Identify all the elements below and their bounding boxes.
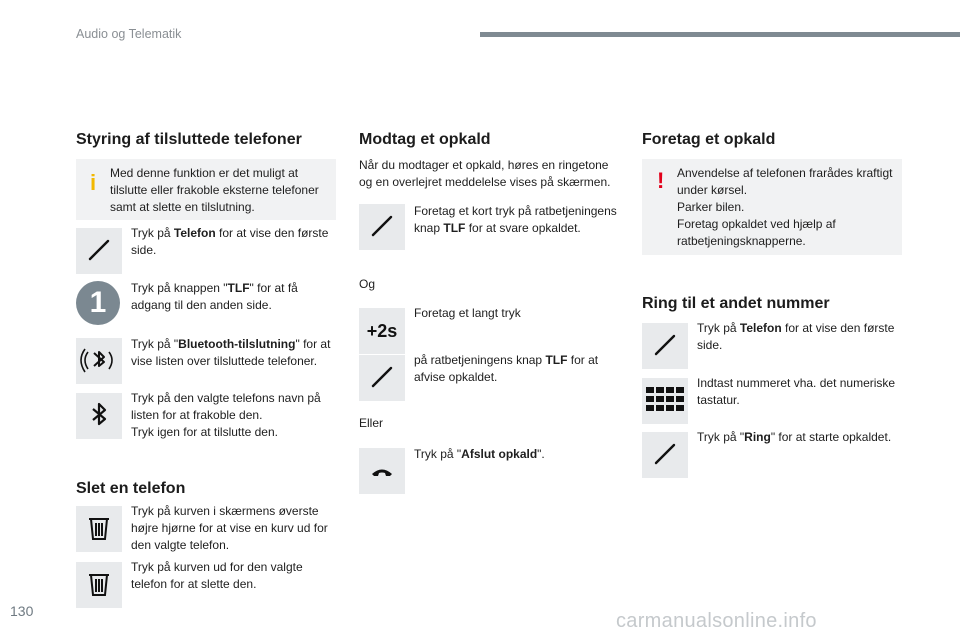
receive-intro: Når du modtager et opkald, høres en ringetone og en overlejret meddelelse vises på skærmen. bbox=[359, 158, 611, 189]
section-title-call-other-number: Ring til et andet nummer bbox=[642, 295, 830, 312]
trash-icon bbox=[76, 506, 122, 552]
running-header: Audio og Telematik bbox=[76, 27, 182, 41]
phone-icon bbox=[359, 355, 405, 401]
section-title-receive-call: Modtag et opkald bbox=[359, 131, 491, 148]
trash-icon bbox=[76, 562, 122, 608]
bluetooth-icon bbox=[76, 393, 122, 439]
phone-icon bbox=[642, 323, 688, 369]
step-delete: Tryk på kurven ud for den valgte telefon for at slette den. bbox=[131, 560, 303, 591]
step-telefon-2: Tryk på Telefon for at vise den første side. bbox=[697, 321, 895, 352]
keypad-icon bbox=[642, 378, 688, 424]
phone-icon bbox=[642, 432, 688, 478]
step-number-badge: 1 bbox=[76, 281, 120, 325]
warning-text: Anvendelse af telefonen frarådes kraftigt under kørsel. Parker bilen. Foretag opkaldet ved hjælp af ratbetjeningsknapperne. bbox=[677, 166, 893, 248]
step-keypad: Indtast nummeret vha. det numeriske tastatur. bbox=[697, 376, 896, 407]
step-end-call: Tryk på "Afslut opkald". bbox=[414, 447, 545, 461]
step-tlf: Tryk på knappen "TLF" for at få adgang til den anden side. bbox=[131, 281, 298, 312]
end-call-icon bbox=[359, 448, 405, 494]
long-press-label: +2s bbox=[366, 321, 398, 341]
info-icon: i bbox=[90, 170, 97, 195]
step-bluetooth: Tryk på "Bluetooth-tilslutning" for at vise listen over tilsluttede telefoner. bbox=[131, 337, 331, 368]
warning-icon: ! bbox=[657, 168, 665, 193]
step-long-press: Foretag et langt tryk bbox=[414, 306, 521, 320]
phone-icon bbox=[359, 204, 405, 250]
section-title-make-call: Foretag et opkald bbox=[642, 131, 776, 148]
long-press-icon bbox=[359, 308, 405, 354]
header-bar bbox=[480, 32, 960, 37]
step-ring: Tryk på "Ring" for at starte opkaldet. bbox=[697, 430, 892, 444]
page-number: 130 bbox=[10, 603, 34, 619]
step-reject: på ratbetjeningens knap TLF for at afvise opkaldet. bbox=[414, 353, 599, 384]
section-title-delete-phone: Slet en telefon bbox=[76, 480, 186, 497]
step-answer: Foretag et kort tryk på ratbetjeningens knap TLF for at svare opkaldet. bbox=[414, 204, 617, 235]
watermark: carmanualsonline.info bbox=[616, 610, 817, 632]
eller-label: Eller bbox=[359, 416, 384, 430]
info-text: Med denne funktion er det muligt at tilslutte eller frakoble eksterne telefoner samt at slette en tilslutning. bbox=[110, 166, 319, 214]
step-telefon: Tryk på Telefon for at vise den første side. bbox=[131, 226, 329, 257]
og-label: Og bbox=[359, 277, 376, 291]
section-title-managing-phones: Styring af tilsluttede telefoner bbox=[76, 131, 302, 148]
phone-icon bbox=[76, 228, 122, 274]
bluetooth-connection-icon bbox=[76, 338, 122, 384]
step-show-trash: Tryk på kurven i skærmens øverste højre hjørne for at vise en kurv ud for den valgte telefon. bbox=[131, 504, 328, 552]
step-disconnect: Tryk på den valgte telefons navn på listen for at frakoble den. Tryk igen for at tilslutte den. bbox=[131, 391, 321, 439]
